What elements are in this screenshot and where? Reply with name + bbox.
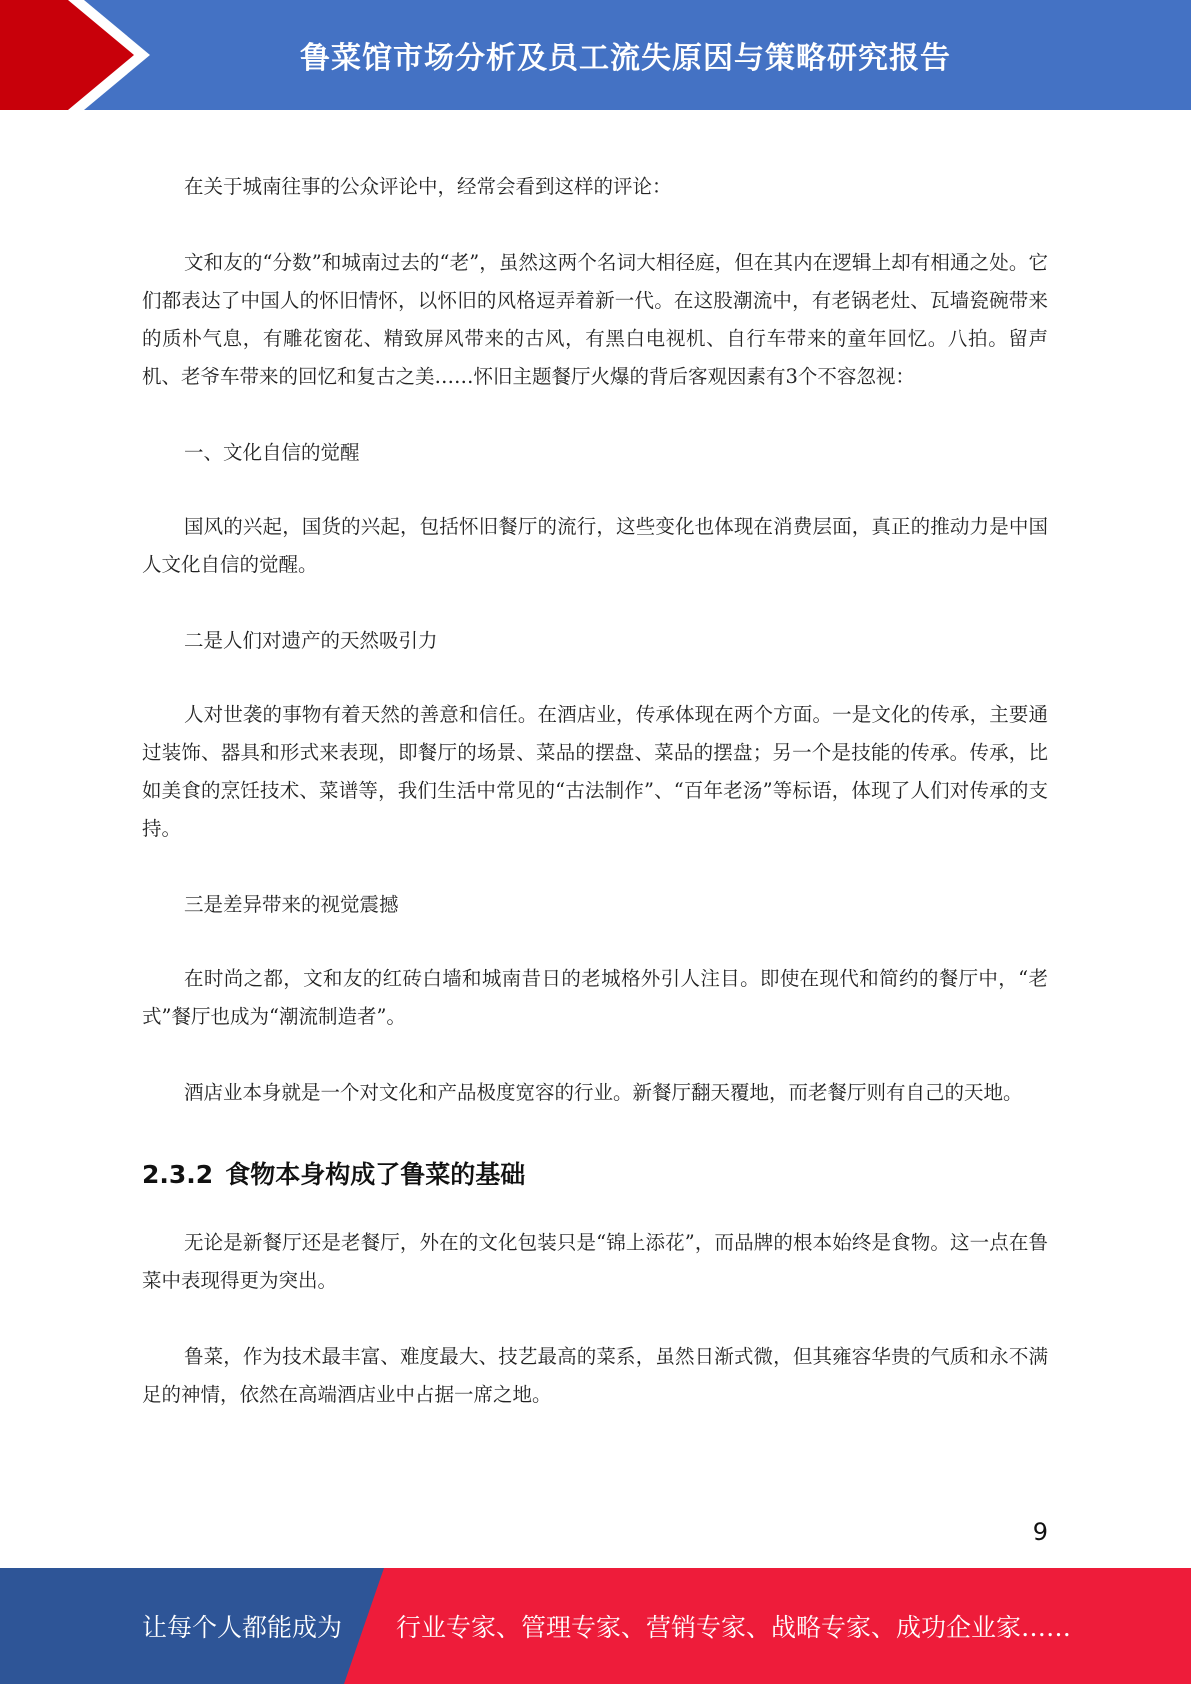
subheading: 三是差异带来的视觉震撼 <box>184 893 399 916</box>
paragraph: 国风的兴起，国货的兴起，包括怀旧餐厅的流行，这些变化也体现在消费层面，真正的推动力是中国人文化自信的觉醒。 <box>142 515 1048 576</box>
paragraph: 酒店业本身就是一个对文化和产品极度宽容的行业。新餐厅翻天覆地，而老餐厅则有自己的天地。 <box>184 1081 1023 1104</box>
footer-slogan-right: 行业专家、管理专家、营销专家、战略专家、成功企业家…… <box>396 1613 1072 1642</box>
paragraph: 人对世袭的事物有着天然的善意和信任。在酒店业，传承体现在两个方面。一是文化的传承，主要通过装饰、器具和形式来表现，即餐厅的场景、菜品的摆盘、菜品的摆盘；另一个是技能的传承。传承，比如美食的烹饪技术、菜谱等，我们生活中常见的“古法制作”、“百年老汤”等标语，体现了人们对传承的支持。 <box>142 703 1048 840</box>
footer-slogan-left: 让每个人都能成为 <box>142 1613 343 1642</box>
section-title: 食物本身构成了鲁菜的基础 <box>225 1160 526 1189</box>
paragraph: 在时尚之都，文和友的红砖白墙和城南昔日的老城格外引人注目。即使在现代和简约的餐厅中，“老式”餐厅也成为“潮流制造者”。 <box>142 967 1048 1028</box>
paragraph: 文和友的“分数”和城南过去的“老”，虽然这两个名词大相径庭，但在其内在逻辑上却有相通之处。它们都表达了中国人的怀旧情怀，以怀旧的风格逗弄着新一代。在这股潮流中，有老锅老灶、瓦墙瓷碗带来的质朴气息，有雕花窗花、精致屏风带来的古风，有黑白电视机、自行车带来的童年回忆。八拍。留声机、老爷车带来的回忆和复古之美……怀旧主题餐厅火爆的背后客观因素有3个不容忽视： <box>142 251 1048 388</box>
section-number: 2.3.2 <box>142 1160 214 1189</box>
subheading: 一、文化自信的觉醒 <box>184 441 360 464</box>
section-heading <box>142 1150 1048 1200</box>
page-header <box>0 0 1191 110</box>
document-body <box>142 168 1048 1452</box>
subheading: 二是人们对遗产的天然吸引力 <box>184 629 438 652</box>
page-footer <box>0 1568 1191 1684</box>
paragraph: 无论是新餐厅还是老餐厅，外在的文化包装只是“锦上添花”，而品牌的根本始终是食物。这一点在鲁菜中表现得更为突出。 <box>142 1231 1048 1292</box>
document-title: 鲁菜馆市场分析及员工流失原因与策略研究报告 <box>300 41 951 76</box>
paragraph: 鲁菜，作为技术最丰富、难度最大、技艺最高的菜系，虽然日渐式微，但其雍容华贵的气质和永不满足的神情，依然在高端酒店业中占据一席之地。 <box>142 1345 1048 1406</box>
paragraph: 在关于城南往事的公众评论中，经常会看到这样的评论： <box>184 175 672 198</box>
page-number: 9 <box>1032 1518 1048 1546</box>
